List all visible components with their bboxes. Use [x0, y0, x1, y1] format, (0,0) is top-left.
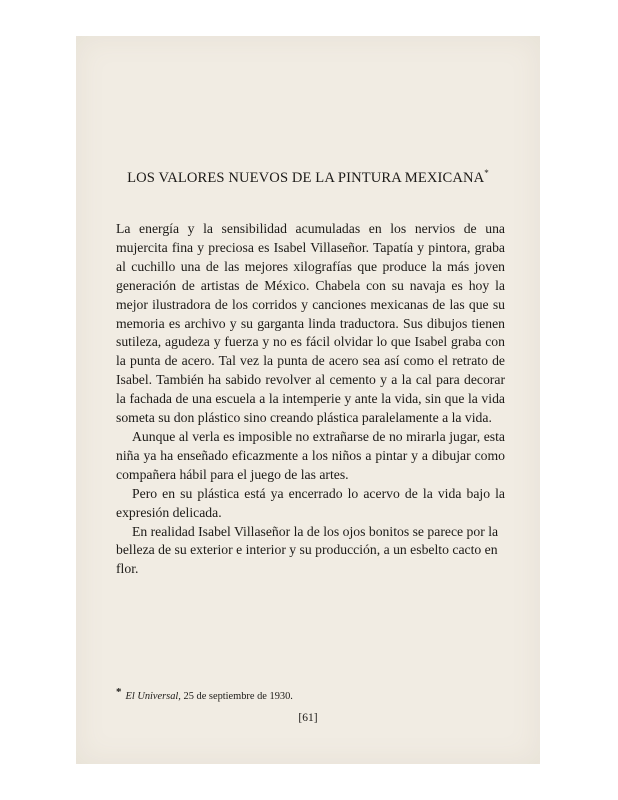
footnote-mark: *	[116, 686, 122, 698]
chapter-title	[76, 168, 540, 187]
book-page	[76, 36, 540, 764]
footnote-date: 25 de septiembre de 1930.	[180, 691, 293, 702]
paragraph-4: En realidad Isabel Villaseñor la de los ojos bonitos se parece por la belleza de su exterior e interior y su producción, a un esbelto cacto en flor.	[116, 523, 499, 577]
paragraph-2: Aunque al verla es imposible no extrañarse de no mirarla jugar, esta niña ya ha enseñado eficazmente a los niños a pintar y a dibujar como compañera hábil para el juego de las artes.	[116, 428, 505, 482]
body-text	[116, 220, 505, 579]
paragraph-3: Pero en su plástica está ya encerrado lo acervo de la vida bajo la expresión delicada.	[116, 485, 505, 520]
footnote-source: El Universal,	[125, 691, 181, 702]
footnote-reference-mark: *	[484, 168, 489, 178]
page-number: [61]	[298, 712, 318, 724]
chapter-title-text: LOS VALORES NUEVOS DE LA PINTURA MEXICANA	[127, 169, 485, 186]
paragraph-1: La energía y la sensibilidad acumuladas en los nervios de una mujercita fina y preciosa es Isabel Villaseñor. Tapatía y pintora, graba al cuchillo una de las mejores xilografías que produce la más joven generación de artistas de México. Chabela con su navaja es hoy la mejor ilustradora de los corridos y canciones mexicanas de las que su memoria es archivo y su garganta linda traductora. Sus dibujos tienen sutileza, agudeza y fuerza y no es fácil olvidar lo que Isabel graba con la punta de acero. Tal vez la punta de acero sea así como el retrato de Isabel. También ha sabido revolver al cemento y a la cal para decorar la fachada de una escuela a la intemperie y ante la vida, sin que la vida someta su don plástico sino creando plástica paralelamente a la vida.	[116, 221, 505, 426]
footnote	[116, 686, 293, 702]
